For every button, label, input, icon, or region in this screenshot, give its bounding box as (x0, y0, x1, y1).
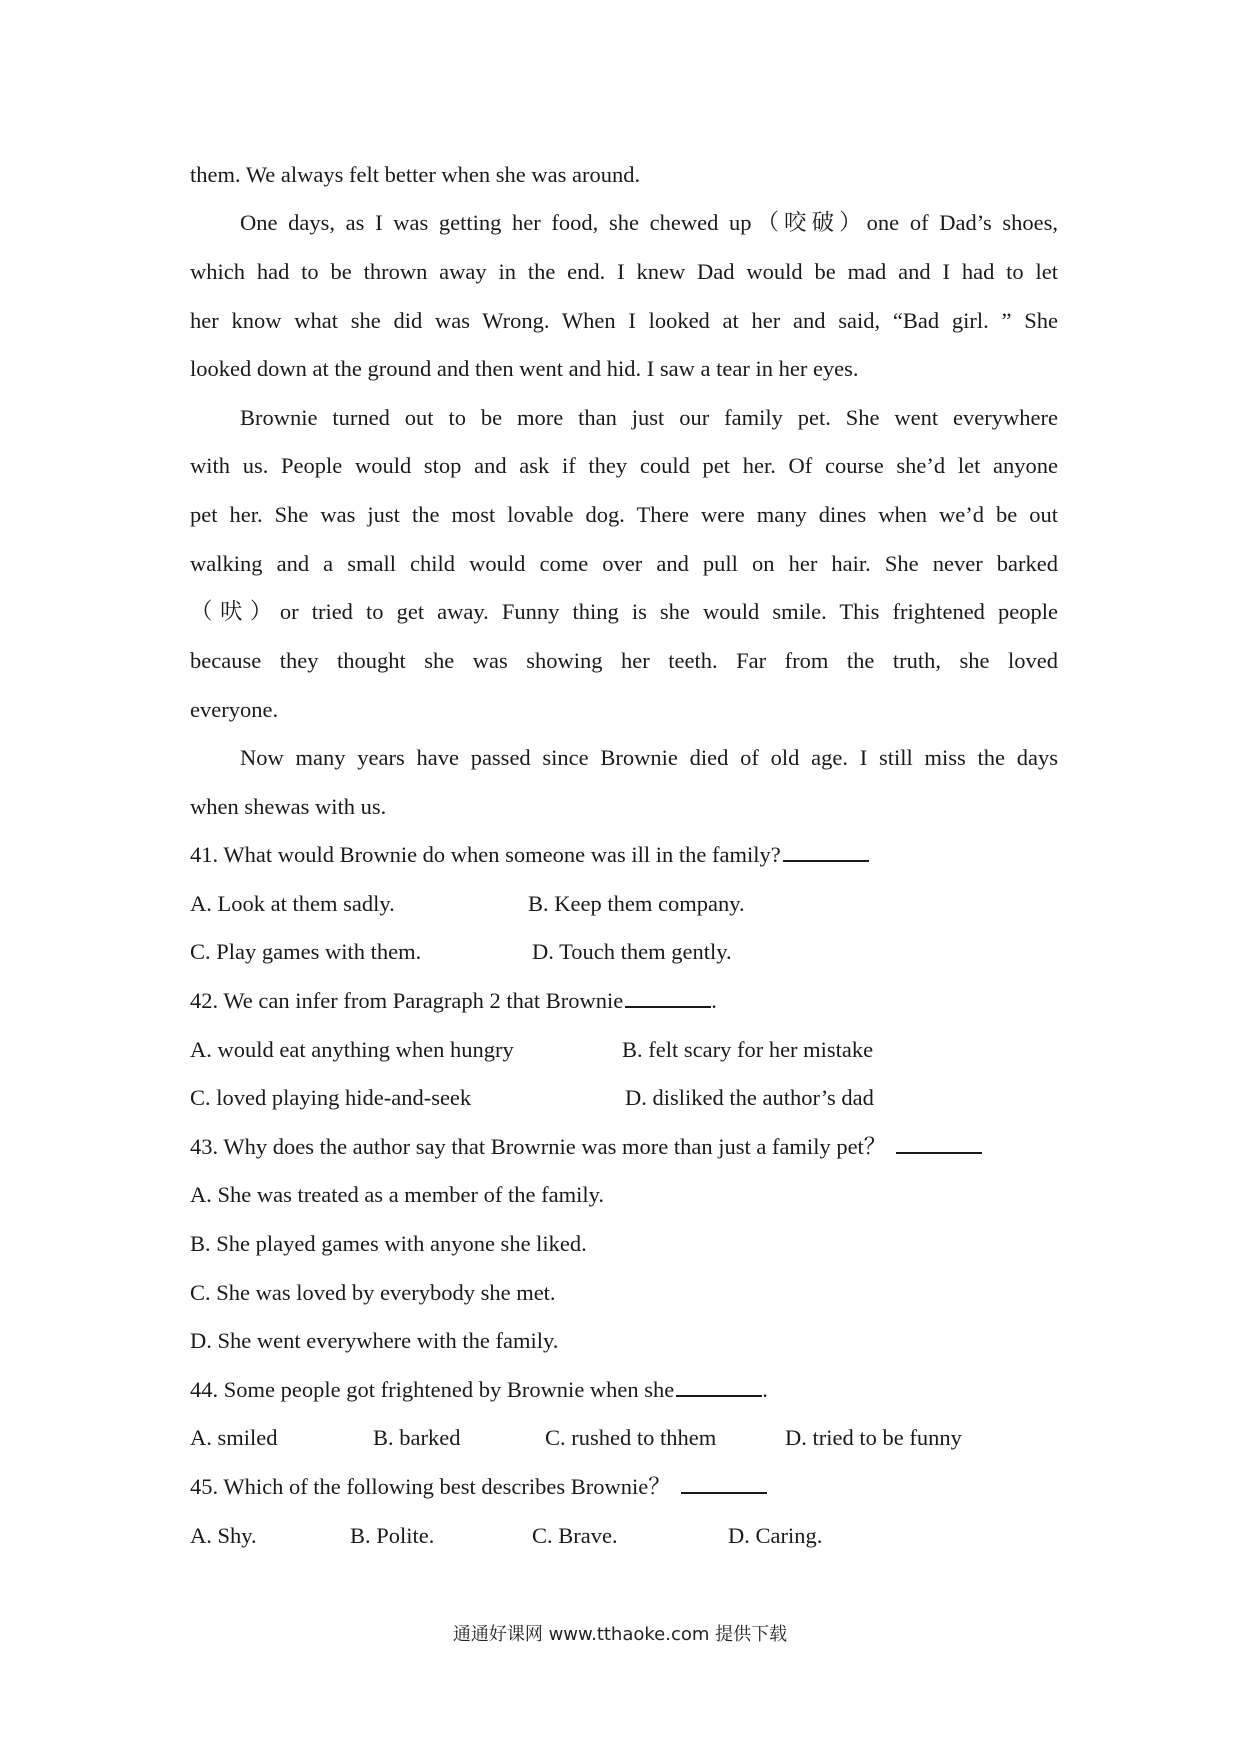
option-c[interactable]: C. Brave. (532, 1523, 618, 1548)
question-stem-tail: . (711, 988, 717, 1013)
passage-line: because they thought she was showing her teeth. Far from the truth, she loved (190, 648, 1058, 673)
option-d[interactable]: D. Caring. (728, 1523, 823, 1548)
option-b[interactable]: B. barked (373, 1425, 461, 1450)
passage-line: everyone. (190, 697, 279, 722)
question-stem: 41. What would Brownie do when someone was ill in the family? (190, 842, 781, 867)
option-c[interactable]: C. She was loved by everybody she met. (190, 1280, 556, 1305)
answer-blank[interactable] (896, 1134, 982, 1154)
passage-line: looked down at the ground and then went and hid. I saw a tear in her eyes. (190, 356, 859, 381)
option-b[interactable]: B. Polite. (350, 1523, 435, 1548)
option-d[interactable]: D. She went everywhere with the family. (190, 1328, 559, 1353)
question-stem: 44. Some people got frightened by Brownie when she (190, 1377, 675, 1402)
passage-line: pet her. She was just the most lovable dog. There were many dines when we’d be out (190, 502, 1058, 527)
option-a[interactable]: A. would eat anything when hungry (190, 1037, 514, 1062)
question-stem-tail: . (762, 1377, 768, 1402)
answer-blank[interactable] (676, 1377, 762, 1397)
question-stem: 42. We can infer from Paragraph 2 that Brownie (190, 988, 624, 1013)
passage-line: walking and a small child would come over and pull on her hair. She never barked (190, 551, 1058, 576)
passage-line: with us. People would stop and ask if they could pet her. Of course she’d let anyone (190, 453, 1058, 478)
option-b[interactable]: B. She played games with anyone she liked. (190, 1231, 587, 1256)
question-44 (190, 1375, 1058, 1405)
question-41 (190, 840, 1058, 870)
option-a[interactable]: A. Shy. (190, 1523, 257, 1548)
page-footer: 通通好课网 www.tthaoke.com 提供下载 (452, 1624, 788, 1645)
passage-line: Now many years have passed since Brownie died of old age. I still miss the days (240, 745, 1058, 770)
option-a[interactable]: A. She was treated as a member of the family. (190, 1182, 605, 1207)
passage-line: Brownie turned out to be more than just our family pet. She went everywhere (240, 405, 1058, 430)
option-d[interactable]: D. disliked the author’s dad (625, 1085, 874, 1110)
passage-line: One days, as I was getting her food, she chewed up（咬破）one of Dad’s shoes, (240, 210, 1058, 235)
question-stem: 43. Why does the author say that Browrnie was more than just a family pet？ (190, 1134, 887, 1159)
option-d[interactable]: D. Touch them gently. (532, 939, 732, 964)
question-42 (190, 986, 1058, 1016)
option-c[interactable]: C. rushed to thhem (545, 1425, 717, 1450)
option-b[interactable]: B. felt scary for her mistake (622, 1037, 874, 1062)
option-c[interactable]: C. loved playing hide-and-seek (190, 1085, 472, 1110)
option-a[interactable]: A. smiled (190, 1425, 278, 1450)
passage-line: when shewas with us. (190, 794, 387, 819)
question-stem: 45. Which of the following best describes Brownie？ (190, 1474, 671, 1499)
passage-line: her know what she did was Wrong. When I looked at her and said, “Bad girl. ” She (190, 308, 1058, 333)
passage-line: which had to be thrown away in the end. I knew Dad would be mad and I had to let (190, 259, 1058, 284)
answer-blank[interactable] (783, 842, 869, 862)
passage-line: them. We always felt better when she was around. (190, 162, 641, 187)
option-a[interactable]: A. Look at them sadly. (190, 891, 395, 916)
question-45 (190, 1472, 1058, 1502)
question-43 (190, 1132, 1058, 1162)
option-c[interactable]: C. Play games with them. (190, 939, 422, 964)
option-b[interactable]: B. Keep them company. (528, 891, 745, 916)
passage-line: （吠）or tried to get away. Funny thing is she would smile. This frightened people (190, 599, 1058, 624)
option-d[interactable]: D. tried to be funny (785, 1425, 962, 1450)
answer-blank[interactable] (681, 1474, 767, 1494)
answer-blank[interactable] (625, 988, 711, 1008)
